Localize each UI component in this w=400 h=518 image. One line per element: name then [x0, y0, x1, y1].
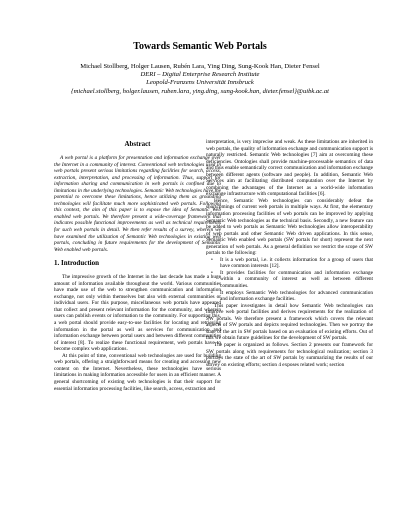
- author-emails: {michael.stollberg, holger.lausen, ruben.lara, ying.ding, sung-kook.han, dieter.fensel}@uibk.ac.at: [71, 87, 329, 95]
- intro-paragraph-3: interpretation, is very imprecise and weak. As these limitations are inherited in web portals, the quality of information exchange and communication support is naturally restricted. Semantic Web technologies [7] aim at overcoming these deficiencies. Ontologies shall provide machine-processable semantics of data and thus enable semantically correct communication and information exchange between different agents (software and people). In addition, Semantic Web Services aim at facilitating distributed computation over the Internet by combining the advantages of the Internet as a world-wide information exchange infrastructure with computational facilities [6].: [206, 139, 373, 198]
- author-block: [0, 63, 400, 96]
- affiliation-university: Leopold-Franzens Universität Innsbruck: [146, 79, 254, 87]
- list-item: • It employs Semantic Web technologies for advanced communication and information exchange facilities.: [220, 290, 373, 303]
- intro-paragraph-4: Hence, Semantic Web technologies can considerably defeat the shortcomings of current web portals in multiple ways. At first, the elementary information processing facilities of web portals can be improved by applying Semantic Web technologies as the technical basis. Secondly, a new feature can be added to web portals as Semantic Web technologies allow interoperability of web portals and other Semantic Web driven applications. In this sense, Semantic Web enabled web portals (SW portals for short) represent the next generation of web portals. As a general definition we restrict the scope of SW portals to the following:: [206, 197, 373, 257]
- abstract-text: A web portal is a platform for presentation and information exchange over the Internet in a community of interest. Conventional web technologies used in web portals present serious limitations regarding facilities for search, access, extraction, interpretation, and processing of information. Thus, support for information sharing and communication in web portals is confined due to limitations in the underlying technologies. Semantic Web technologies have the potential to overcome these limitations, hence utilizing them as grounding technologies will facilitate much more sophisticated web portals. Following this context, the aim of this paper is to expose the idea of Semantic Web enabled web portals. We therefore present a wide-coverage framework that indicates possible functional improvements as well as technical requirements for such web portals in detail. We then refer results of a survey, wherein we have examined the utilization of Semantic Web technologies in existing web portals, concluding in future requirements for the development of Semantic Web enabled web portals.: [54, 155, 221, 253]
- portal-definition-list: [206, 257, 373, 303]
- section-heading-introduction: 1. Introduction: [54, 259, 99, 268]
- paper-title: Towards Semantic Web Portals: [133, 41, 267, 52]
- list-item: • It provides facilities for communication and information exchange within a community of interest as well as between different communities.: [220, 270, 373, 290]
- abstract-heading: Abstract: [124, 140, 151, 148]
- left-column: [54, 140, 221, 392]
- intro-paragraph-1: The impressive growth of the Internet in the last decade has made a huge amount of information available throughout the world. Various communities have made use of the web to strengthen communication and information exchange, not only within themselves but also with external communities or individual users. For this purpose, miscellaneous web portals have appeared that collect and present relevant information for the community, and wherein users can publish events or information to the community. For supporting this, a web portal should provide easy-to-use facilities for locating and retrieving information in the portal as well as services for communication and information exchange between portal users and between different communities of interest [8]. To realize these functional requirement, web portals have to become complex web applications.: [54, 274, 221, 353]
- right-column: [206, 139, 373, 368]
- intro-paragraph-5: This paper investigates in detail how Semantic Web technologies can improve web portal facilities and derives requirements for the realization of SW portals. We therefore present a framework which covers the relevant aspects of SW portals and depicts required technologies. Then we portray the state of the art in SW portals based on an evaluation of existing efforts. Out of this we obtain future guidelines for the development of SW portals.: [206, 302, 373, 342]
- author-names: Michael Stollberg, Holger Lausen, Rubén Lara, Ying Ding, Sung-Kook Han, Dieter Fensel: [80, 63, 320, 70]
- affiliation-institute: DERI – Digital Enterprise Research Institute: [140, 71, 260, 79]
- list-item: • It is a web portal, i.e. it collects information for a group of users that have common interests [12].: [220, 257, 373, 270]
- intro-paragraph-6: The paper is organized as follows. Section 2 presents our framework for SW portals along with requirements for technological realization; section 3 portrays the state of the art of SW portals by summarizing the results of our survey on existing efforts; section 4 exposes related work; section: [206, 341, 373, 368]
- intro-paragraph-2: At this point of time, conventional web technologies are used for building web portals, offering a straightforward means for creating and accessing new content on the Internet. Nevertheless, these technologies have serious limitations in making information accessible for users in an efficient manner. A general shortcoming of existing web technologies is that their support for essential information processing facilities, like search, access, extraction and: [54, 352, 221, 392]
